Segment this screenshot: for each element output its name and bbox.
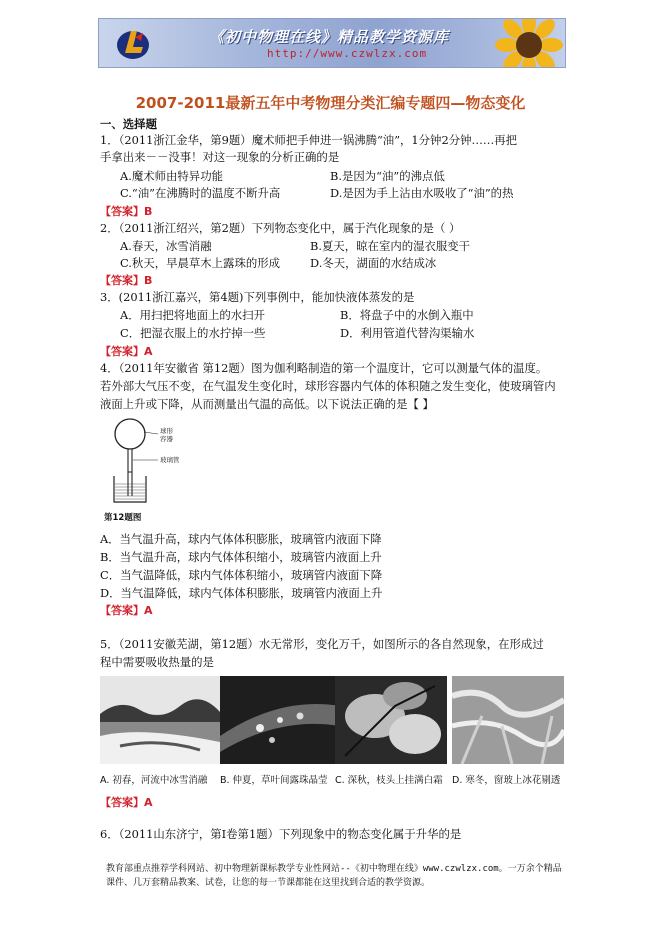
q3-answer: 【答案】A	[100, 345, 153, 358]
caption-photo-c: C. 深秋，枝头上挂满白霜	[335, 775, 443, 786]
q3-option-c: C．把湿衣服上的水拧掉一些	[120, 326, 266, 340]
q2-line1: 2．（2011浙江绍兴，第2题）下列物态变化中，属于汽化现象的是（ ）	[100, 221, 461, 235]
banner-url[interactable]: http://www.czwlzx.com	[267, 47, 428, 60]
q1-option-b: B.是因为“油”的沸点低	[330, 169, 445, 183]
banner-title: 《初中物理在线》精品教学资源库	[209, 28, 450, 46]
q4-answer: 【答案】A	[100, 604, 153, 617]
q1-option-a: A.魔术师由特异功能	[120, 169, 223, 183]
photo-window-ice-flowers	[452, 676, 572, 764]
q1-option-c: C.“油”在沸腾时的温度不断升高	[120, 186, 281, 200]
q3-option-d: D．利用管道代替沟渠输水	[340, 326, 475, 340]
q3-option-a: A．用扫把将地面上的水扫开	[120, 308, 265, 322]
q1-option-d: D.是因为手上沾由水吸收了“油”的热	[330, 186, 514, 200]
q3-line1: 3．(2011浙江嘉兴，第4题)下列事例中，能加快液体蒸发的是	[100, 290, 415, 304]
q2-option-c: C.秋天，早晨草木上露珠的形成	[120, 256, 281, 270]
q5-line2: 程中需要吸收热量的是	[100, 655, 214, 669]
photo-ice-melting	[100, 676, 220, 764]
q1-line2: 手拿出来－－没事！对这一现象的分析正确的是	[100, 150, 340, 164]
q3-option-b: B．将盘子中的水倒入瓶中	[340, 308, 474, 322]
q1-line1: 1．（2011浙江金华，第9题）魔术师把手伸进一锅沸腾“油”，1分钟2分钟……再把	[100, 133, 518, 147]
q6-line1: 6．（2011山东济宁，第Ⅰ卷第1题）下列现象中的物态变化属于升华的是	[100, 827, 462, 841]
site-logo-icon	[113, 23, 153, 63]
sunflower-icon	[489, 18, 566, 68]
q2-answer: 【答案】B	[100, 274, 153, 287]
beaker-shape	[114, 476, 146, 502]
figure-caption: 第12题图	[104, 513, 142, 523]
photo-dew-drops	[220, 676, 340, 764]
q1-answer: 【答案】B	[100, 205, 153, 218]
q4-option-b: B．当气温升高，球内气体体积缩小，玻璃管内液面上升	[100, 550, 382, 564]
site-banner	[98, 18, 566, 68]
q4-option-d: D．当气温降低，球内气体体积膨胀，玻璃管内液面上升	[100, 586, 383, 600]
photo-frost	[335, 676, 455, 764]
figure-label-bulb: 球形 容器	[160, 427, 173, 443]
q4-line1: 4．（2011年安徽省 第12题）图为伽利略制造的第一个温度计，它可以测量气体的温度。	[100, 361, 548, 375]
q2-option-d: D.冬天，湖面的水结成冰	[310, 256, 437, 270]
q2-option-a: A.春天，冰雪消融	[120, 239, 212, 253]
q2-option-b: B.夏天，晾在室内的湿衣服变干	[310, 239, 471, 253]
caption-photo-b: B. 仲夏，草叶间露珠晶莹	[220, 775, 328, 786]
caption-photo-a: A. 初春，河流中冰雪消融	[100, 775, 208, 786]
figure-label-tube: 玻璃管	[160, 456, 180, 464]
caption-photo-d: D. 寒冬，窗玻上冰花剔透	[452, 775, 561, 786]
page-footer: 教育部重点推荐学科网站、初中物理新课标教学专业性网站--《初中物理在线》www.czwlzx.com。一万余个精品课件、几万套精品教案、试卷，让您的每一节课都能在这里找到合适的教学资源。	[106, 864, 562, 888]
q4-line2: 若外部大气压不变，在气温发生变化时，球形容器内气体的体积随之发生变化，使玻璃管内	[100, 379, 556, 393]
bulb-shape	[115, 419, 145, 449]
document-title: 2007-2011最新五年中考物理分类汇编专题四—物态变化	[135, 94, 526, 112]
q5-line1: 5．（2011安徽芜湖，第12题）水无常形，变化万千，如图所示的各自然现象，在形成过	[100, 637, 544, 651]
q4-option-c: C．当气温降低，球内气体体积缩小，玻璃管内液面下降	[100, 568, 383, 582]
section-heading: 一、选择题	[100, 117, 157, 131]
q4-line3: 液面上升或下降，从而测量出气温的高低。以下说法正确的是【 】	[100, 397, 434, 411]
q5-answer: 【答案】A	[100, 796, 153, 809]
q4-option-a: A．当气温升高，球内气体体积膨胀，玻璃管内液面下降	[100, 532, 382, 546]
